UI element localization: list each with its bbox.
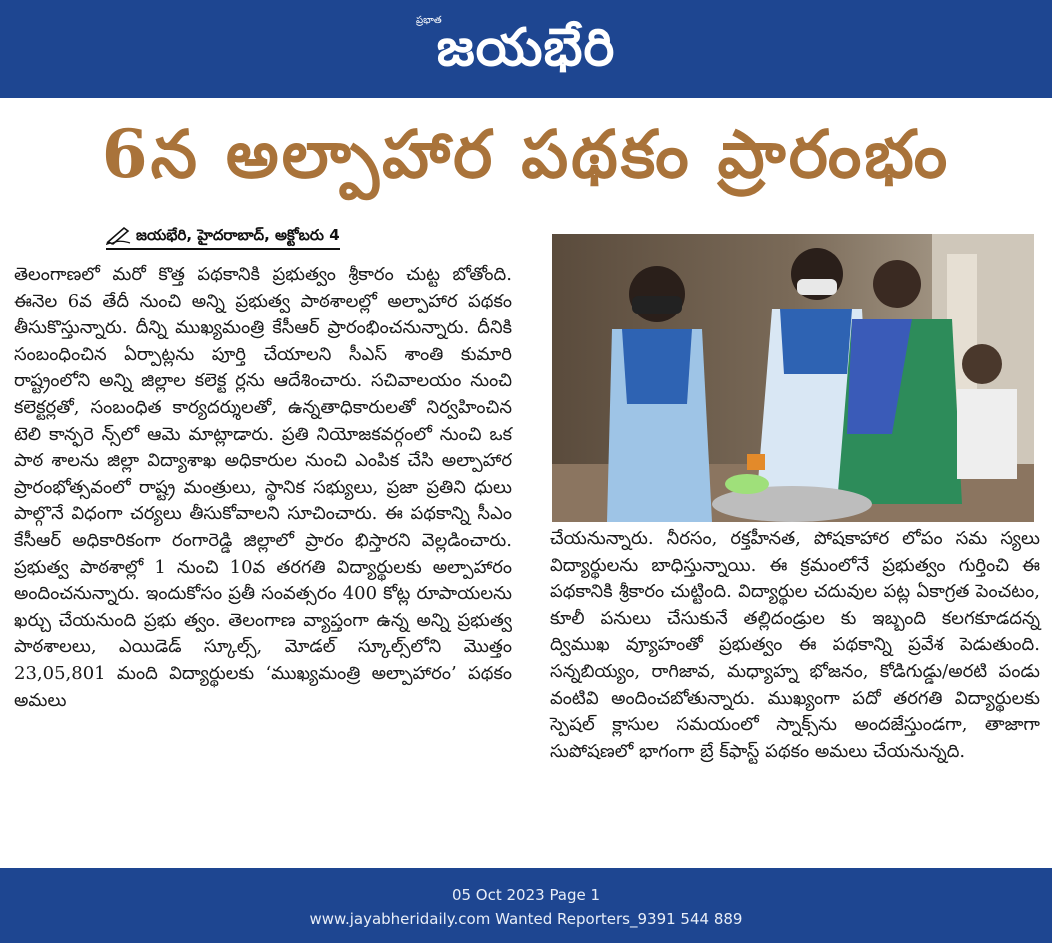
footer-contact: www.jayabheridaily.com Wanted Reporters_9391 544 889 bbox=[309, 910, 743, 928]
byline bbox=[106, 222, 340, 250]
newspaper-logo: జయభేరి bbox=[436, 18, 616, 78]
article-headline: 6న అల్పాహార పథకం ప్రారంభం bbox=[101, 115, 951, 193]
page-footer bbox=[0, 868, 1052, 943]
masthead bbox=[0, 0, 1052, 98]
article-photo bbox=[552, 234, 1034, 522]
article-column-left bbox=[14, 262, 512, 714]
byline-text: జయభేరి, హైదరాబాద్, అక్టోబరు 4 bbox=[136, 226, 340, 244]
footer-date-page: 05 Oct 2023 Page 1 bbox=[451, 886, 601, 904]
article-text-right: చేయనున్నారు. నీరసం, రక్తహీనత, పోషకాహార లోపం సమ స్యలు విద్యార్థులను బాధిస్తున్నాయి. ఈ క్రమంలోనే ప్రభుత్వం గుర్తించి ఈ పథకానికి శ్రీకారం చుట్టింది. విద్యార్థుల చదువుల పట్ల ఏకాగ్రత పెంచటం, కూలీ పనులు చేసుకునే తల్లిదండ్రుల కు ఇబ్బంది కలగకూడదన్న ద్విముఖ వ్యూహంతో ప్రభుత్వం ఈ పథకాన్ని ప్రవేశ పెడుతుంది. సన్నబియ్యం, రాగిజావ, మధ్యాహ్న భోజనం, కోడిగుడ్డు/అరటి పండు వంటివి అందించబోతున్నారు. ముఖ్యంగా పదో తరగతి విద్యార్థులకు స్పెషల్ క్లాసుల సమయంలో స్నాక్స్‌ను అందజేస్తుండగా, తాజాగా సుపోషణలో భాగంగా బ్రే క్‌ఫాస్ట్ పథకం అమలు చేయనున్నది. bbox=[550, 528, 1040, 762]
article-text-left: తెలంగాణలో మరో కొత్త పథకానికి ప్రభుత్వం శ్రీకారం చుట్ట బోతోంది. ఈనెల 6వ తేదీ నుంచి అన్ని ప్రభుత్వ పాఠశాలల్లో అల్పాహార పథకం తీసుకొస్తున్నారు. దీన్ని ముఖ్యమంత్రి కేసీఆర్ ప్రారంభించనున్నారు. దీనికి సంబంధించిన ఏర్పాట్లను పూర్తి చేయాలని సీఎస్ శాంతి కుమారి రాష్ట్రంలోని అన్ని జిల్లాల కలెక్ట ర్లను ఆదేశించారు. సచివాలయం నుంచి కలెక్టర్లతో, సంబంధిత కార్యదర్శులతో, ఉన్నతాధికారులతో నిర్వహించిన టెలి కాన్ఫరె న్స్‌లో ఆమె మాట్లాడారు. ప్రతి నియోజకవర్గంలో నుంచి ఒక పాఠ శాలను జిల్లా విద్యాశాఖ అధికారుల నుంచి ఎంపిక చేసి అల్పాహార ప్రారంభోత్సవంలో రాష్ట్ర మంత్రులు, స్థానిక సభ్యులు, ప్రజా ప్రతిని ధులు పాల్గొనే విధంగా చర్యలు తీసుకోవాలని సూచించారు. ఈ పథకాన్ని సీఎం కేసీఆర్ అధికారికంగా రంగారెడ్డి జిల్లాలో ప్రారం భిస్తారని వెల్లడించారు. ప్రభుత్వ పాఠశాల్లో 1 నుంచి 10వ తరగతి విద్యార్థులకు అల్పాహారం అందించనున్నారు. ఇందుకోసం ప్రతీ సంవత్సరం 400 కోట్ల రూపాయలను ఖర్చు చేయనుంది ప్రభు త్వం. తెలంగాణ వ్యాప్తంగా ఉన్న అన్ని ప్రభుత్వ పాఠశాలలు, ఎయిడెడ్ స్కూల్స్, మోడల్ స్కూల్స్‌లోని మొత్తం 23,05,801 మంది విద్యార్థులకు ‘ముఖ్యమంత్రి అల్పాహారం’ పథకం అమలు bbox=[14, 264, 512, 711]
pen-icon bbox=[106, 225, 132, 245]
article-column-right bbox=[550, 526, 1040, 765]
masthead-tagline: ప్రభాత bbox=[416, 15, 442, 26]
